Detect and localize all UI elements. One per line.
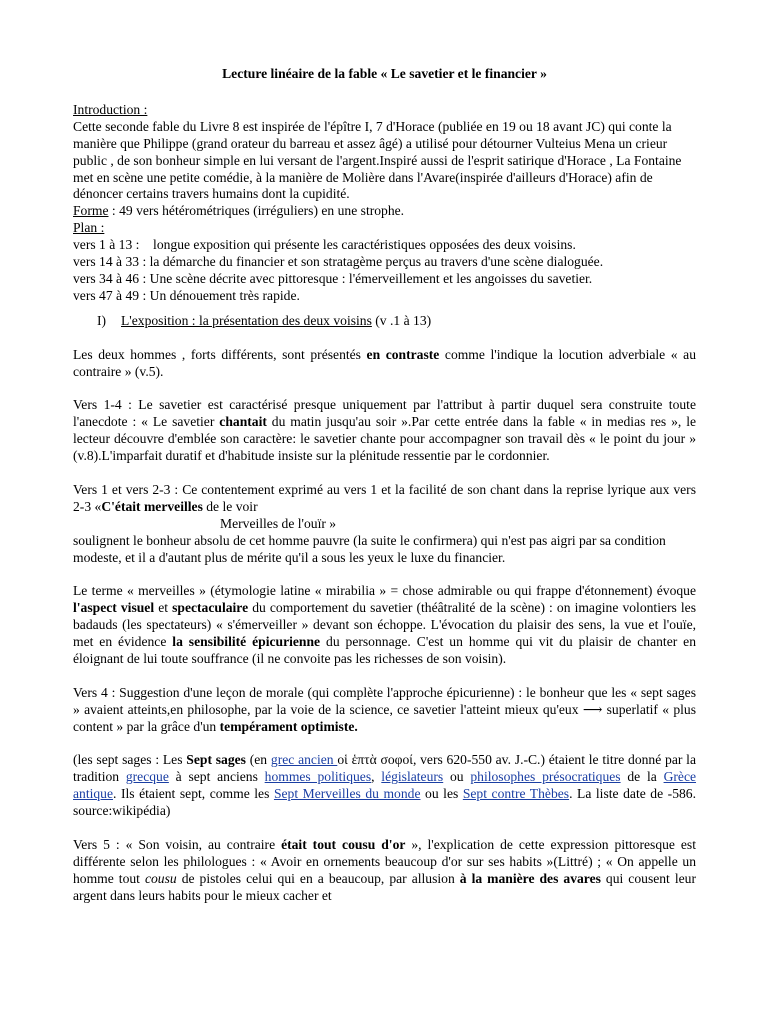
- intro-heading: [73, 102, 696, 119]
- text-run: de pistoles celui qui en a beaucoup, par allusion: [176, 870, 460, 886]
- section-ref: (v .1 à 13): [371, 312, 432, 328]
- intro-paragraph: Cette seconde fable du Livre 8 est inspirée de l'épître I, 7 d'Horace (publiée en 19 ou 18 avant JC) qui conte la manière que Philippe (grand orateur du barreau et assez âgé) a utilisé pour détourner Vulteius Mena un crieur public , de son bonheur simple en lui versant de l'argent.Inspiré aussi de l'esprit satirique d'Horace , La Fontaine met en scène une petite comédie, à la manière de Molière dans l'Avare(inspirée d'ailleurs d'Horace) afin de dénoncer certains travers humains dont la cupidité.: [73, 118, 682, 202]
- plan-item: vers 1 à 13 : longue exposition qui présente les caractéristiques opposées des deux voisins.: [73, 237, 576, 253]
- bold-run: C'était merveilles: [101, 498, 203, 514]
- paragraph-vers-1-2-3: [73, 482, 696, 516]
- text-run: du personnage. C'est un homme qui vit du plaisir de chanter en éloignant de lui toute souffrance (il ne convoite pas les richesses de son voisin).: [73, 634, 697, 666]
- bold-run: Sept sages: [186, 752, 246, 768]
- intro-heading-text: Introduction :: [73, 101, 148, 117]
- paragraph-vers-4: [73, 685, 696, 736]
- plan-item: vers 14 à 33 : la démarche du financier et son stratagème perçus au travers d'une scène dialoguée.: [73, 254, 604, 270]
- plan-item: vers 47 à 49 : Un dénouement très rapide.: [73, 287, 300, 303]
- text-run: . Ils étaient sept, comme les: [113, 786, 274, 802]
- text-run: Les deux hommes , forts différents, sont présentés: [73, 346, 367, 362]
- paragraph-continuation: soulignent le bonheur absolu de cet homme pauvre (la suite le confirmera) qui n'est pas aigri par sa condition modeste, et il a d'autant plus de mérite qu'il a sous les yeux le luxe du financier.: [73, 532, 666, 565]
- plan-label: Plan :: [73, 220, 105, 236]
- italic-run: cousu: [144, 870, 177, 886]
- text-run: de la: [620, 769, 664, 785]
- bold-run: chantait: [219, 414, 267, 430]
- forme-label: Forme: [73, 203, 109, 219]
- link-philosophes-presocratiques[interactable]: philosophes présocratiques: [470, 769, 621, 785]
- plan-item: vers 34 à 46 : Une scène décrite avec pittoresque : l'émerveillement et les angoisses du savetier.: [73, 270, 593, 286]
- paragraph-merveilles: [73, 583, 696, 668]
- paragraph-sept-sages: [73, 752, 696, 820]
- section-heading: [73, 313, 696, 330]
- link-hommes-politiques[interactable]: hommes politiques: [264, 769, 372, 785]
- text-run: du comportement du savetier (théâtralité de la scène) : on imagine volontiers les badauds (les spectateurs) « s'émerveiller » devant son échoppe. L'évocation du plaisir des sens, la vue et l'ouïe, met en évidence: [73, 600, 697, 650]
- paragraph-vers-5: [73, 837, 696, 905]
- text-run: Vers 1-4 : Le savetier est caractérisé presque uniquement par l'attribut à partir duquel sera construite toute l'anecdote : « Le savetier: [73, 397, 696, 430]
- verse-quote: Merveilles de l'ouïr »: [220, 515, 337, 531]
- link-legislateurs[interactable]: législateurs: [381, 769, 444, 785]
- text-run: de le voir: [202, 498, 258, 514]
- link-grecque[interactable]: grecque: [125, 769, 169, 785]
- bold-run: la sensibilité épicurienne: [172, 634, 321, 650]
- text-run: ou: [443, 769, 471, 785]
- text-run: Vers 1 et vers 2-3 : Ce contentement exprimé au vers 1 et la facilité de son chant dans la reprise lyrique aux vers 2-3 «: [73, 481, 696, 514]
- text-run: à sept anciens: [168, 769, 265, 785]
- bold-run: tempérament optimiste.: [219, 718, 358, 734]
- bold-run: en contraste: [366, 346, 440, 362]
- text-run: Le terme « merveilles » (étymologie latine « mirabilia » = chose admirable ou qui frappe d'étonnement) évoque: [73, 583, 696, 599]
- text-run: ou les: [420, 786, 463, 802]
- link-sept-contre-thebes[interactable]: Sept contre Thèbes: [462, 786, 570, 802]
- bold-run: était tout cousu d'or: [281, 836, 406, 852]
- text-run: ,: [371, 769, 382, 785]
- section-title: L'exposition : la présentation des deux voisins: [121, 312, 372, 328]
- text-run: Vers 5 : « Son voisin, au contraire: [73, 836, 282, 852]
- paragraph-vers-1-4: [73, 397, 696, 465]
- link-grece-antique[interactable]: Grèce antique: [73, 769, 697, 802]
- text-run: comme l'indique la locution adverbiale « au contraire » (v.5).: [73, 346, 696, 379]
- bold-run: à la manière des avares: [459, 870, 601, 886]
- forme-text: : 49 vers hétérométriques (irréguliers) en une strophe.: [108, 203, 405, 219]
- page-title: Lecture linéaire de la fable « Le savetier et le financier »: [222, 66, 547, 81]
- text-run: (en: [245, 752, 271, 768]
- section-numeral: I): [97, 312, 107, 328]
- paragraph-contrast: [73, 347, 696, 381]
- bold-run: l'aspect visuel: [73, 600, 155, 616]
- text-run: (les sept sages : Les: [73, 752, 187, 768]
- link-sept-merveilles[interactable]: Sept Merveilles du monde: [273, 786, 421, 802]
- forme-line: [73, 203, 696, 220]
- text-run: et: [154, 600, 173, 616]
- text-run: . La liste date de -586. source:wikipédia): [73, 786, 696, 819]
- text-run: », l'explication de cette expression pittoresque est différente selon les philologues : « Avoir en ornements beaucoup d'or sur ses habits »(Littré) ; « On appelle un homme tout: [73, 836, 697, 886]
- bold-run: spectaculaire: [172, 600, 249, 616]
- text-run: Vers 4 : Suggestion d'une leçon de morale (qui complète l'approche épicurienne) : le bonheur que les « sept sages » avaient atteints,en philosophe, par la voie de la science, ce savetier l'atteint mieux qu'eux ⟶ superlatif « plus content » par la grâce d'un: [73, 684, 696, 734]
- text-run: οἱ ἑπτὰ σοφοί, vers 620-550 av. J.-C.) étaient le titre donné par la tradition: [73, 752, 696, 785]
- plan-heading: [73, 220, 696, 237]
- text-run: qui cousent leur argent dans leurs habits pour le mieux cacher et: [73, 870, 696, 903]
- document-page: [73, 66, 696, 905]
- text-run: du matin jusqu'au soir ».Par cette entrée dans la fable « in medias res », le lecteur découvre d'emblée son caractère: le savetier chante pour accompagner son travail dès « le point du jour » (v.8).L'imparfait duratif et d'habitude insiste sur la plénitude ressentie par le cordonnier.: [73, 414, 697, 464]
- link-grec-ancien[interactable]: grec ancien: [270, 752, 338, 768]
